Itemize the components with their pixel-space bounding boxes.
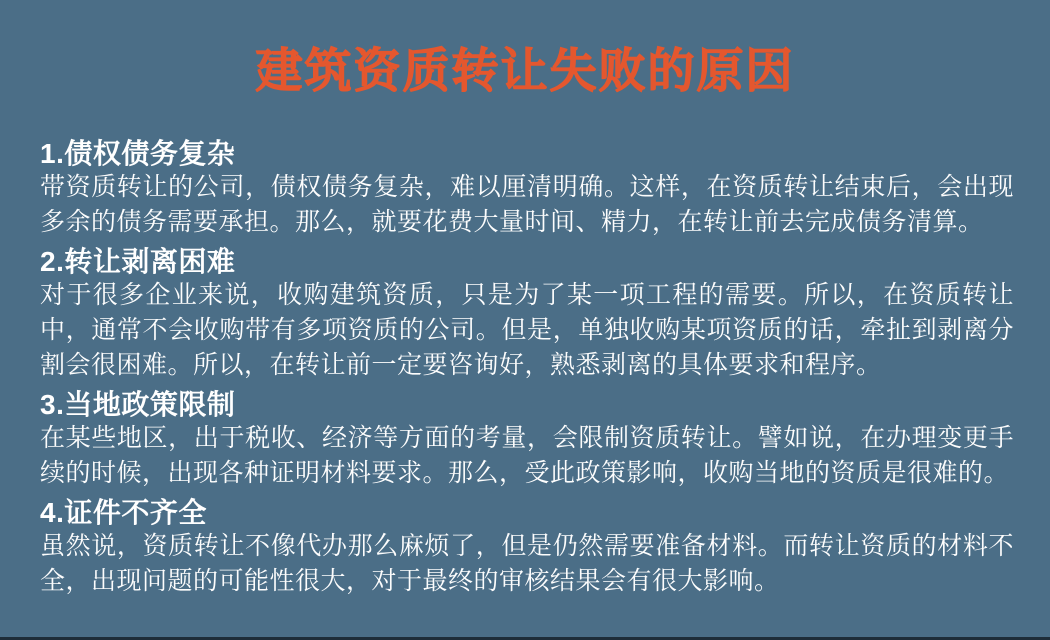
section-heading: 3.当地政策限制 [40, 389, 236, 420]
section-body: 带资质转让的公司，债权债务复杂，难以厘清明确。这样，在资质转让结束后，会出现多余的债务需要承担。那么，就要花费大量时间、精力，在转让前去完成债务清算。 [40, 173, 1014, 236]
reasons-list [40, 132, 1014, 599]
section-body: 在某些地区，出于税收、经济等方面的考量，会限制资质转让。譬如说，在办理变更手续的时候，出现各种证明材料要求。那么，受此政策影响，收购当地的资质是很难的。 [40, 424, 1014, 487]
reason-section-3 [40, 383, 1014, 491]
section-heading: 1.债权债务复杂 [40, 138, 236, 169]
reason-section-1 [40, 132, 1014, 240]
reason-section-4 [40, 491, 1014, 599]
section-body: 虽然说，资质转让不像代办那么麻烦了，但是仍然需要准备材料。而转让资质的材料不全，出现问题的可能性很大，对于最终的审核结果会有很大影响。 [40, 532, 1014, 595]
reason-section-2 [40, 240, 1014, 383]
section-heading: 2.转让剥离困难 [40, 246, 236, 277]
section-heading: 4.证件不齐全 [40, 497, 207, 528]
page-title: 建筑资质转让失败的原因 [255, 44, 795, 97]
section-body: 对于很多企业来说，收购建筑资质，只是为了某一项工程的需要。所以，在资质转让中，通常不会收购带有多项资质的公司。但是，单独收购某项资质的话，牵扯到剥离分割会很困难。所以，在转让前一定要咨询好，熟悉剥离的具体要求和程序。 [40, 281, 1014, 379]
